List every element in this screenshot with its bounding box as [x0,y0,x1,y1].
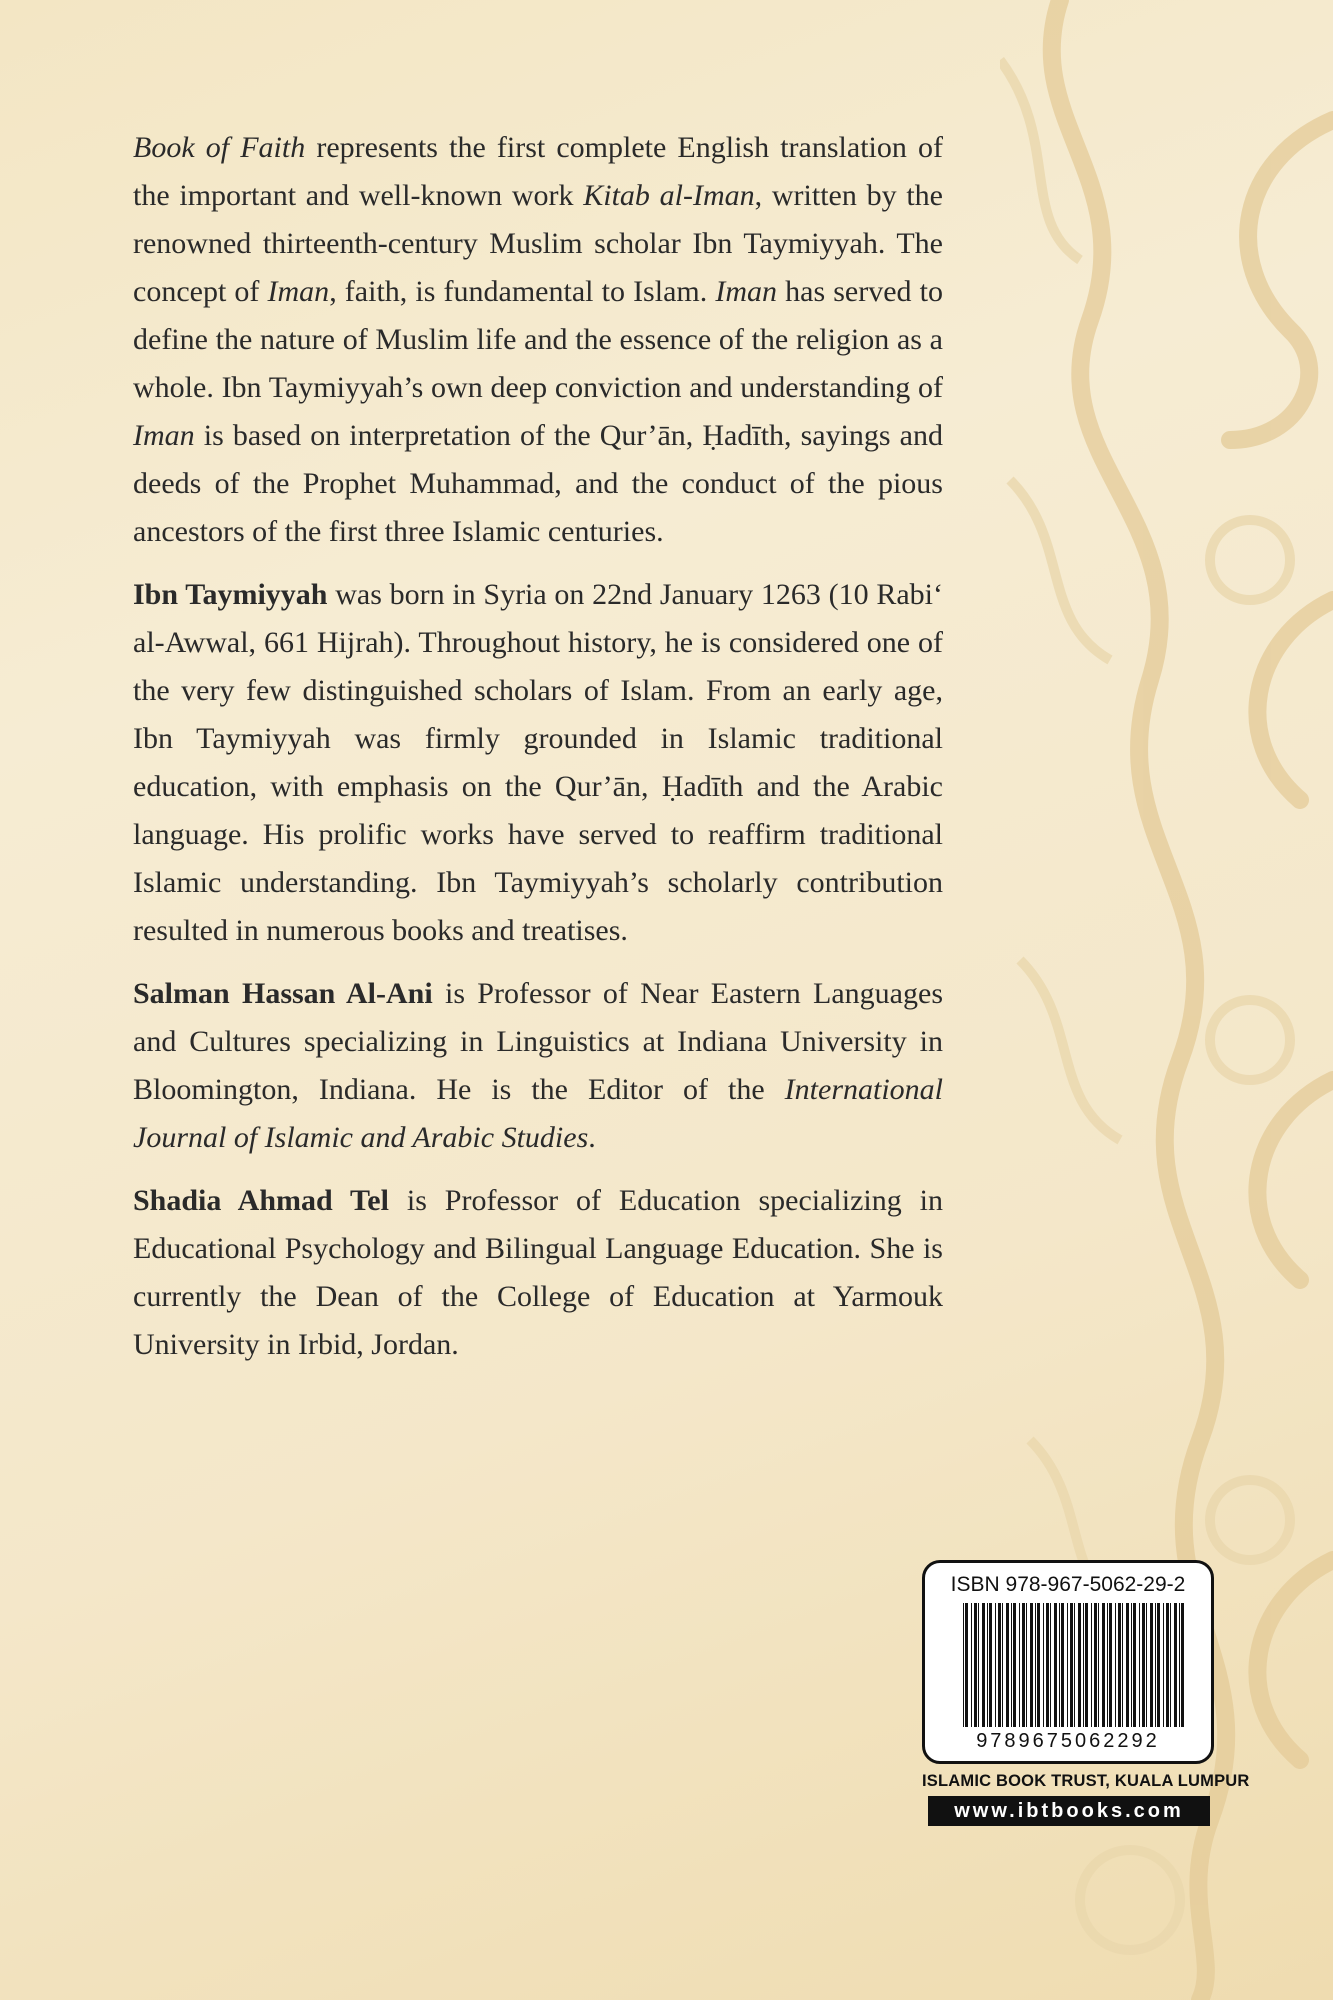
paragraph-text: , faith, is fundamental to Islam. [329,275,716,308]
description-paragraph [133,571,943,955]
paragraph-text: Iman [267,275,330,308]
paragraph-text: represents the first complete English translation of the important and well-known work [133,131,943,212]
paragraph-text: is based on interpretation of the Qur’ān, Ḥadīth, sayings and deeds of the Prophet Muhammad, and the conduct of the pious ancestors of the first three Islamic centuries. [133,419,943,548]
publisher-website: www.ibtbooks.com [928,1796,1210,1826]
description-paragraph [133,970,943,1162]
paragraph-text: . [588,1121,596,1154]
paragraph-text: Ibn Taymiyyah [133,578,328,611]
paragraph-text: Shadia Ahmad Tel [133,1184,389,1217]
barcode-icon [961,1603,1185,1727]
paragraph-text: Kitab al-Iman [583,179,755,212]
description-paragraph [133,124,943,556]
back-cover-description [133,124,943,1384]
paragraph-text: International Journal of Islamic and Arabic Studies [133,1073,943,1154]
paragraph-text: is Professor of Near Eastern Languages and Cultures specializing in Linguistics at Indiana University in Bloomington, Indiana. He is the Editor of the [133,977,943,1106]
barcode-digits: 9789675062292 [976,1730,1160,1752]
paragraph-text: Book of Faith [133,131,306,164]
description-paragraph [133,1177,943,1369]
isbn-label: ISBN 978-967-5062-29-2 [950,1573,1186,1596]
paragraph-text: Salman Hassan Al-Ani [133,977,433,1010]
publisher-name: ISLAMIC BOOK TRUST, KUALA LUMPUR [922,1772,1250,1790]
barcode-panel [922,1560,1214,1764]
paragraph-text: Iman [715,275,777,308]
paragraph-text: Iman [133,419,195,452]
paragraph-text: has served to define the nature of Muslim life and the essence of the religion as a whole. Ibn Taymiyyah’s own deep conviction and understanding of [133,275,943,404]
paragraph-text: is Professor of Education specializing in Educational Psychology and Bilingual Language Education. She is currently the Dean of the College of Education at Yarmouk University in Irbid, Jordan. [133,1184,943,1361]
paragraph-text: , written by the renowned thirteenth-century Muslim scholar Ibn Taymiyyah. The concept of [133,179,943,308]
paragraph-text: was born in Syria on 22nd January 1263 (10 Rabi‘ al-Awwal, 661 Hijrah). Throughout history, he is considered one of the very few distinguished scholars of Islam. From an early age, Ibn Taymiyyah was firmly grounded in Islamic traditional education, with emphasis on the Qur’ān, Ḥadīth and the Arabic language. His prolific works have served to reaffirm traditional Islamic understanding. Ibn Taymiyyah’s scholarly contribution resulted in numerous books and treatises. [133,578,943,947]
